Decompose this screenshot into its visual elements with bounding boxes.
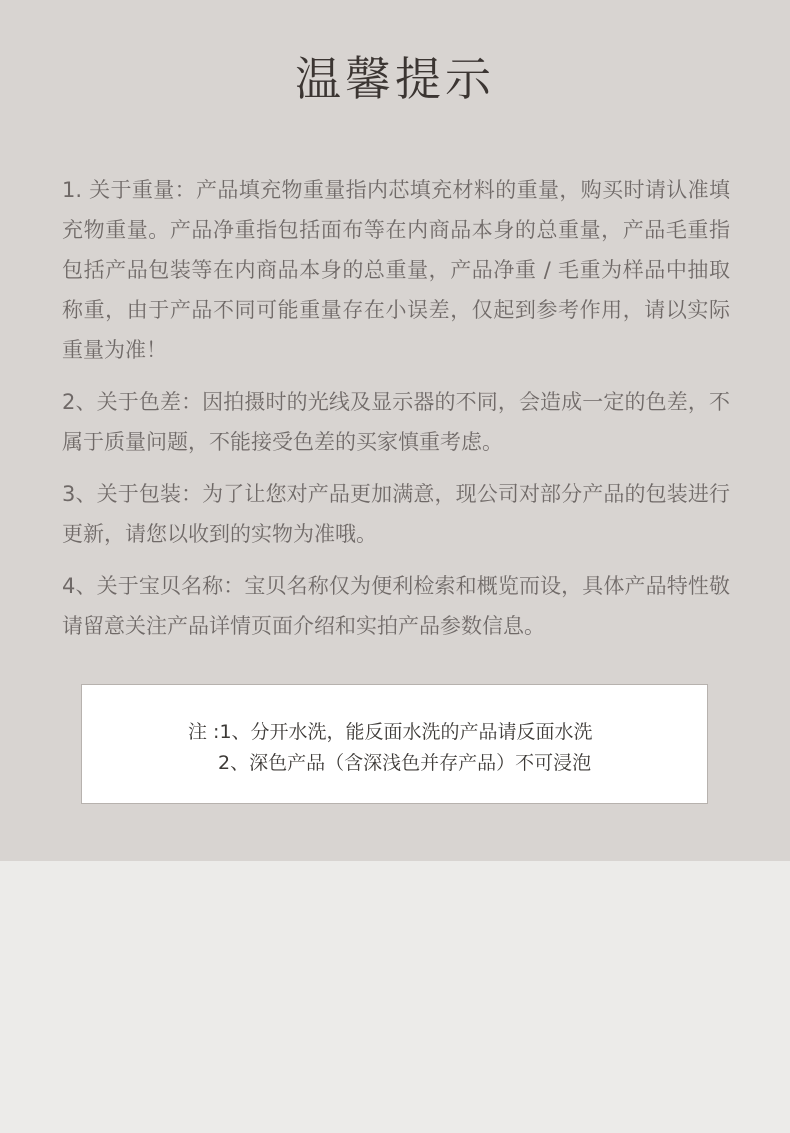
tip-weight: 1. 关于重量：产品填充物重量指内芯填充材料的重量，购买时请认准填充物重量。产品净重指包括面布等在内商品本身的总重量，产品毛重指包括产品包装等在内商品本身的总重量，产品净重 / 毛重为样品中抽取称重，由于产品不同可能重量存在小误差，仅起到参考作用，请以实际重量为准！ bbox=[62, 178, 730, 362]
page-title: 温馨提示 bbox=[295, 52, 495, 106]
tips-list bbox=[62, 170, 730, 658]
tip-product-name: 4、关于宝贝名称：宝贝名称仅为便利检索和概览而设，具体产品特性敬请留意关注产品详情页面介绍和实拍产品参数信息。 bbox=[62, 574, 730, 638]
blank-background bbox=[0, 861, 790, 1133]
wash-note-line-1: 注 :1、分开水洗，能反面水洗的产品请反面水洗 bbox=[188, 721, 593, 743]
wash-note-line-2: 2、深色产品（含深浅色并存产品）不可浸泡 bbox=[218, 752, 592, 774]
tip-packaging: 3、关于包装：为了让您对产品更加满意，现公司对部分产品的包装进行更新，请您以收到的实物为准哦。 bbox=[62, 482, 730, 546]
wash-note-box bbox=[81, 684, 708, 804]
tip-color-difference: 2、关于色差：因拍摄时的光线及显示器的不同，会造成一定的色差，不属于质量问题，不能接受色差的买家慎重考虑。 bbox=[62, 390, 730, 454]
